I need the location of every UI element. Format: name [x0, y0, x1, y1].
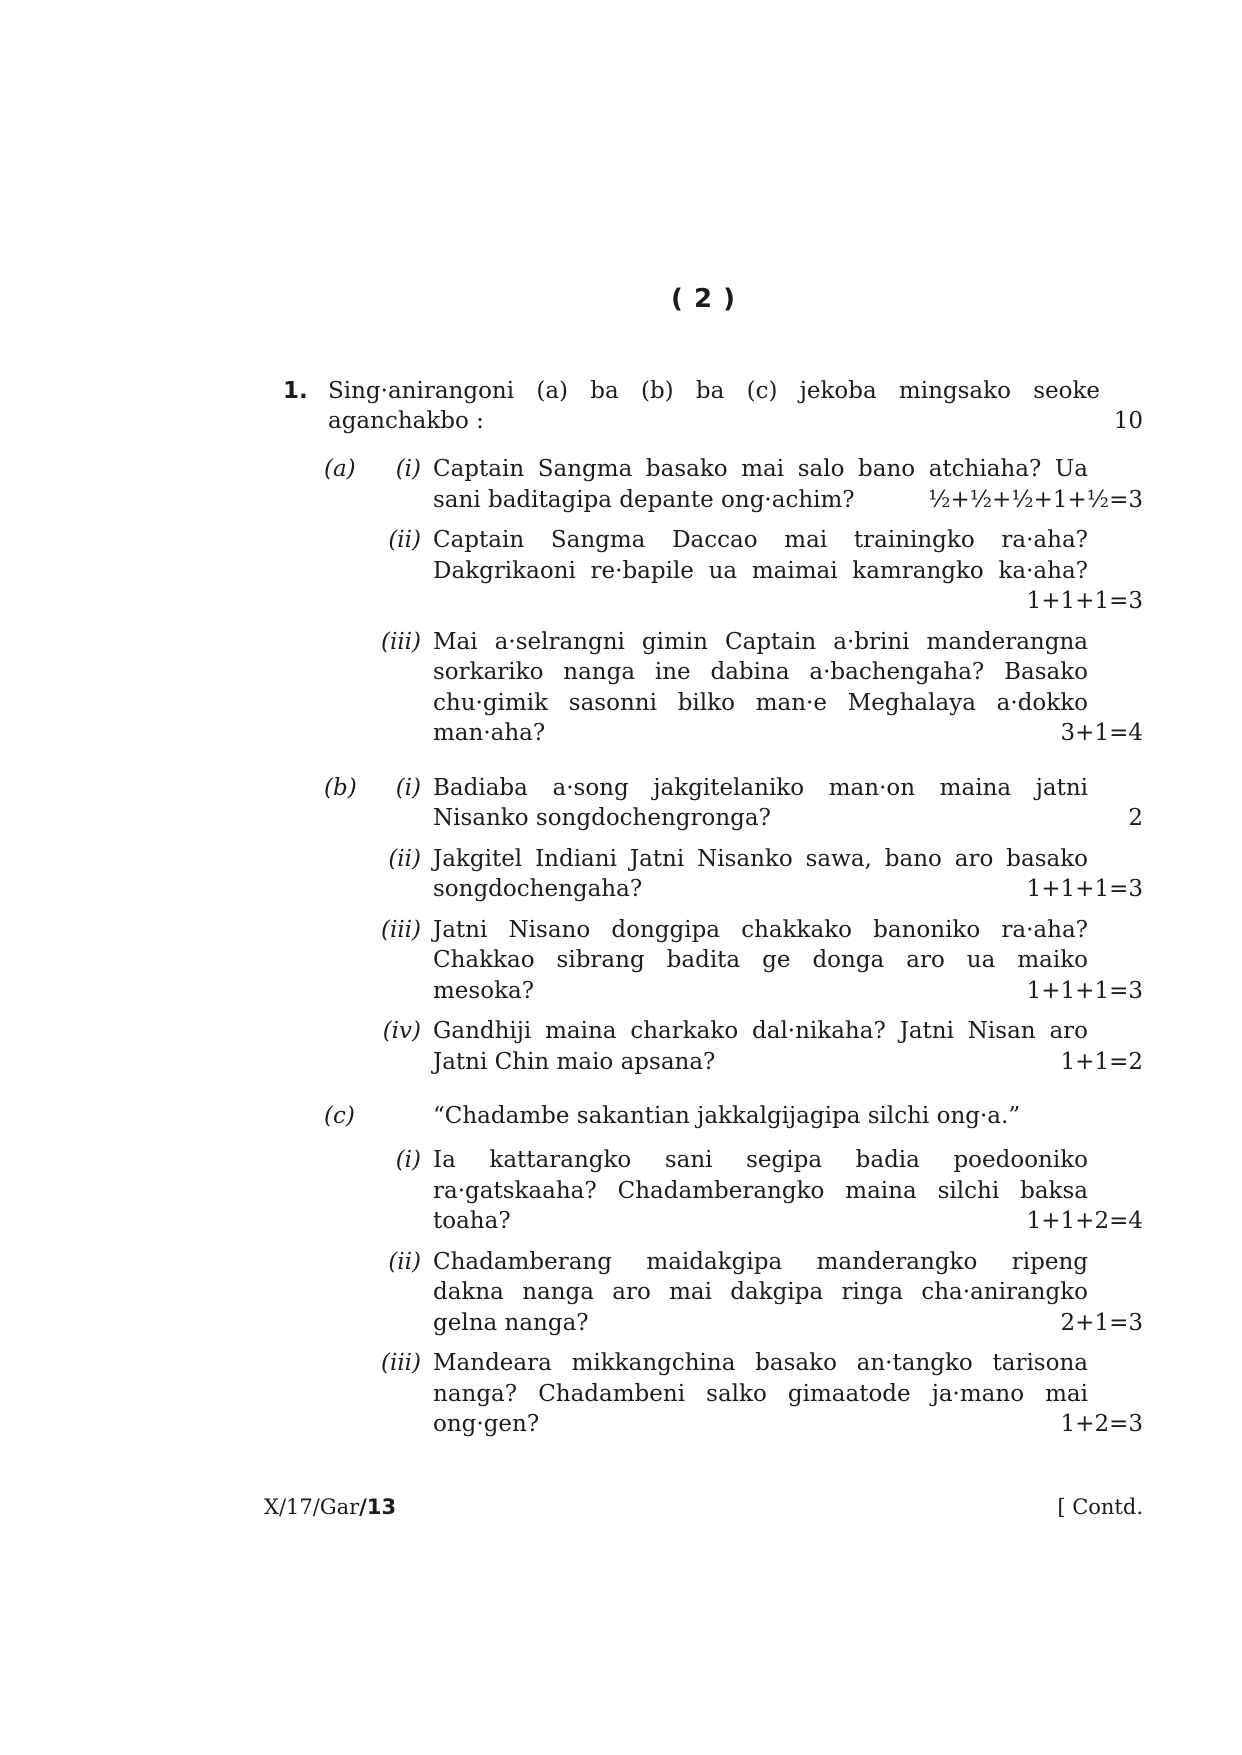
sub-question-line: mesoka?	[433, 977, 535, 1004]
sub-question-label: (ii)	[388, 527, 421, 553]
sub-question-text	[433, 844, 1143, 905]
sub-question-line: Mai a·selrangni gimin Captain a·brini manderangna	[433, 628, 1088, 655]
sub-question-line: sorkariko nanga ine dabina a·bachengaha? Basako	[433, 659, 1088, 685]
sub-question-line: ong·gen?	[433, 1411, 540, 1437]
sub-question-marks: 1+1+1=3	[1026, 876, 1143, 902]
sub-question-line: Dakgrikaoni re·bapile ua maimai kamrangko ka·aha?	[433, 557, 1088, 584]
section-quote: “Chadambe sakantian jakkalgijagipa silchi ong·a.”	[433, 1103, 1021, 1129]
sub-question	[283, 773, 1143, 834]
question-number: 1.	[283, 378, 308, 404]
sub-question-line: Captain Sangma basako mai salo bano atchiaha? Ua	[433, 456, 1088, 482]
sub-question-line: sani baditagipa depante ong·achim?	[433, 486, 855, 513]
question-instruction-line1: Sing·anirangoni (a) ba (b) ba (c) jekoba mingsako seoke	[328, 378, 1100, 404]
sub-question-text	[433, 1145, 1143, 1237]
sub-question-marks: 3+1=4	[1060, 720, 1143, 746]
sub-question-text	[433, 627, 1143, 749]
sub-question-label: (ii)	[388, 1248, 421, 1275]
section-label: (a)	[324, 456, 356, 482]
question-block	[283, 376, 1143, 1450]
sub-question-line: Mandeara mikkangchina basako an·tangko tarisona	[433, 1350, 1088, 1376]
sub-question	[283, 1348, 1143, 1440]
section-label: (c)	[324, 1103, 355, 1129]
paper-code-prefix: X/17/Gar	[264, 1495, 360, 1519]
sub-question-line: Gandhiji maina charkako dal·nikaha? Jatni Nisan aro	[433, 1018, 1088, 1044]
sub-question-line: ra·gatskaaha? Chadamberangko maina silchi baksa	[433, 1177, 1088, 1204]
sub-question-label: (iii)	[380, 628, 421, 655]
sub-question-marks: ½+½+½+1+½=3	[928, 486, 1143, 513]
page-number: ( 2 )	[671, 284, 736, 314]
sub-question-text	[433, 915, 1143, 1007]
sub-question-marks: 2+1=3	[1060, 1309, 1143, 1336]
sub-question-line: Jatni Nisano donggipa chakkako banoniko ra·aha?	[433, 916, 1088, 943]
sections-container	[283, 454, 1143, 1440]
sub-question	[283, 627, 1143, 749]
sub-question-marks: 1+1=2	[1060, 1048, 1143, 1075]
sub-question-line: Jakgitel Indiani Jatni Nisanko sawa, bano aro basako	[433, 845, 1088, 872]
sub-question-text	[433, 1016, 1143, 1077]
sub-question	[283, 525, 1143, 617]
sub-question-label: (iii)	[380, 916, 421, 943]
section-2	[283, 1101, 1143, 1440]
sub-question-label: (ii)	[388, 845, 421, 872]
sub-question-line: dakna nanga aro mai dakgipa ringa cha·anirangko	[433, 1279, 1088, 1305]
sub-question-text	[433, 1348, 1143, 1440]
paper-code-suffix: /13	[359, 1495, 397, 1519]
sub-question-text	[433, 525, 1143, 617]
sub-question-line: Badiaba a·song jakgitelaniko man·on maina jatni	[433, 774, 1088, 801]
sub-question-line: nanga? Chadambeni salko gimaatode ja·mano mai	[433, 1380, 1088, 1407]
sub-question-line: Chakkao sibrang badita ge donga aro ua maiko	[433, 947, 1088, 973]
sub-question-label: (i)	[395, 1147, 421, 1173]
sub-question-line: songdochengaha?	[433, 876, 643, 902]
sub-question-marks: 1+2=3	[1060, 1411, 1143, 1437]
sub-question-label: (i)	[395, 774, 421, 801]
sub-question-label: (i)	[395, 456, 421, 482]
question-marks: 10	[1113, 408, 1143, 434]
sub-question-label: (iii)	[380, 1350, 421, 1376]
sub-question-marks: 1+1+2=4	[1026, 1208, 1143, 1234]
question-header	[283, 376, 1143, 436]
sub-question-marks: 2	[1128, 805, 1143, 831]
sub-question-text	[433, 1247, 1143, 1339]
sub-question-label: (iv)	[382, 1018, 421, 1044]
sub-question	[283, 1247, 1143, 1339]
section-0	[283, 454, 1143, 749]
sub-question-line: gelna nanga?	[433, 1309, 589, 1336]
continued-label: [ Contd.	[1057, 1495, 1143, 1519]
sub-question-marks: 1+1+1=3	[1026, 588, 1143, 614]
sub-question-line: chu·gimik sasonni bilko man·e Meghalaya a·dokko	[433, 689, 1088, 716]
sub-question-line: Ia kattarangko sani segipa badia poedooniko	[433, 1147, 1088, 1173]
sub-question	[283, 1145, 1143, 1237]
question-instruction-line2: aganchakbo :	[328, 408, 484, 434]
sub-question	[283, 915, 1143, 1007]
sub-question-line: Captain Sangma Daccao mai trainingko ra·aha?	[433, 527, 1088, 553]
sub-question	[283, 1016, 1143, 1077]
sub-question-line: Nisanko songdochengronga?	[433, 805, 771, 831]
sub-question	[283, 454, 1143, 515]
sub-question-line: Chadamberang maidakgipa manderangko ripeng	[433, 1248, 1088, 1275]
sub-question-line: man·aha?	[433, 720, 546, 746]
sub-question-line: toaha?	[433, 1208, 511, 1234]
sub-question-text	[433, 454, 1143, 515]
sub-question-text	[433, 773, 1143, 834]
paper-code	[264, 1495, 396, 1519]
section-label: (b)	[324, 774, 357, 801]
sub-question-line: Jatni Chin maio apsana?	[433, 1048, 716, 1075]
sub-question-marks: 1+1+1=3	[1026, 977, 1143, 1004]
section-1	[283, 773, 1143, 1078]
sub-question	[283, 844, 1143, 905]
